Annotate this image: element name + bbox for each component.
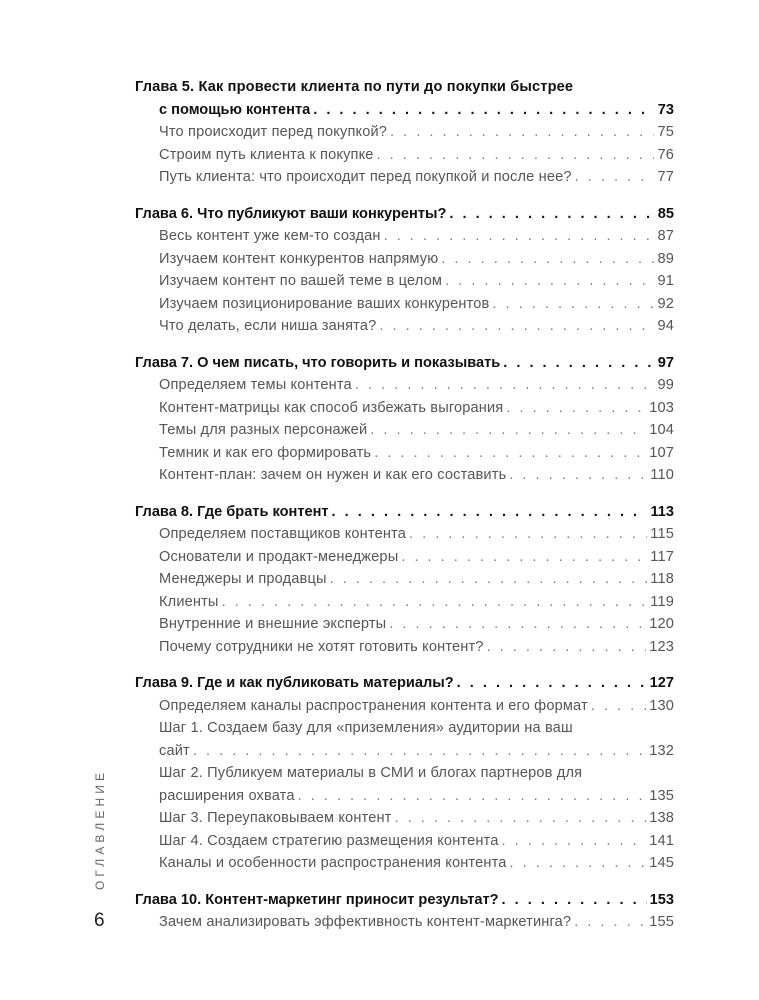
section-title: Темник и как его формировать [159,444,372,461]
section-entry[interactable] [135,225,674,248]
page-ref: 99 [657,377,674,393]
section-entry[interactable] [135,144,674,167]
dot-leader [457,672,647,695]
section-title: Весь контент уже кем-то создан [159,228,381,244]
section-title: Зачем анализировать эффективность контент-маркетинга? [159,914,572,930]
section-title: Изучаем контент конкурентов напрямую [159,250,439,267]
page-ref: 103 [649,399,674,416]
dot-leader [502,889,647,912]
dot-leader [370,419,646,442]
section-entry[interactable] [135,121,674,144]
section-title: Каналы и особенности распространения контента [159,855,507,871]
dot-leader [503,352,655,375]
section-entry[interactable] [135,293,674,316]
page-ref: 75 [657,124,674,140]
dot-leader [487,636,647,659]
section-entry[interactable] [135,315,674,338]
chapter-5 [135,76,674,189]
dot-leader [313,99,655,122]
section-entry[interactable] [135,523,674,546]
page-ref: 92 [657,295,674,312]
section-title: Шаг 4. Создаем стратегию размещения контента [159,832,499,849]
dot-leader [193,740,646,763]
section-entry[interactable] [135,442,674,465]
section-entry[interactable] [135,785,674,808]
page-ref: 130 [649,697,674,714]
section-entry[interactable] [135,419,674,442]
section-entry[interactable] [135,636,674,659]
section-title: Темы для разных персонажей [159,422,368,438]
dot-leader [509,464,647,487]
dot-leader [401,546,647,569]
dot-leader [492,293,654,316]
dot-leader [330,568,648,591]
page-ref: 77 [657,169,674,185]
section-entry[interactable] [135,695,674,718]
section-entry[interactable] [135,807,674,830]
section-title: Внутренние и внешние эксперты [159,616,387,632]
page-ref: 113 [650,503,674,520]
section-title: Основатели и продакт-менеджеры [159,548,399,565]
dot-leader [377,144,655,167]
page-ref: 155 [649,914,674,930]
page-ref: 85 [657,205,674,222]
section-entry[interactable] [135,613,674,636]
section-entry[interactable] [135,830,674,853]
section-title: Изучаем позиционирование ваших конкурентов [159,295,490,312]
dot-leader [506,397,646,420]
chapter-heading[interactable] [135,352,674,375]
page-ref: 91 [657,273,674,289]
dot-leader [575,166,655,189]
dot-leader [298,785,647,808]
page-ref: 76 [657,146,674,163]
section-title: Определяем темы контента [159,377,352,393]
section-title: Определяем поставщиков контента [159,526,406,542]
section-entry[interactable] [135,546,674,569]
dot-leader [409,523,647,546]
chapter-8 [135,501,674,659]
chapter-title-line2: с помощью контента [159,101,311,118]
running-header-label: ОГЛАВЛЕНИЕ [93,768,107,890]
section-title: Что делать, если ниша занята? [159,318,377,334]
dot-leader [222,591,648,614]
section-entry[interactable] [135,740,674,763]
dot-leader [379,315,654,338]
section-title: Контент-план: зачем он нужен и как его составить [159,467,507,483]
section-title: Клиенты [159,593,219,610]
chapter-title: Глава 8. Где брать контент [135,503,329,520]
dot-leader [390,121,654,144]
dot-leader [502,830,647,853]
chapter-10 [135,889,674,934]
chapter-heading[interactable] [135,501,674,524]
section-title: Шаг 3. Переупаковываем контент [159,810,392,826]
dot-leader [374,442,646,465]
page-ref: 97 [657,354,674,371]
page-ref: 141 [649,832,674,849]
page-ref: 115 [650,526,674,542]
section-title: Почему сотрудники не хотят готовить контент? [159,638,484,655]
dot-leader [591,695,646,718]
page-number: 6 [94,910,105,931]
section-title: Что происходит перед покупкой? [159,124,388,140]
section-title-line2: расширения охвата [159,787,295,804]
page-ref: 73 [657,101,674,118]
table-of-contents [135,76,674,948]
dot-leader [384,225,655,248]
dot-leader [445,270,654,293]
dot-leader [510,852,647,875]
section-entry[interactable] [135,911,674,934]
dot-leader [449,203,654,226]
page-ref: 87 [657,228,674,244]
chapter-7 [135,352,674,487]
page-ref: 153 [649,891,674,908]
page-ref: 107 [649,444,674,461]
page-ref: 94 [657,318,674,334]
section-entry[interactable] [135,464,674,487]
page-ref: 120 [649,616,674,632]
section-title: Изучаем контент по вашей теме в целом [159,273,443,289]
section-title-line1[interactable]: Шаг 1. Создаем базу для «приземления» аудитории на ваш [159,720,573,736]
page-ref: 110 [650,467,674,483]
section-title-line1[interactable]: Шаг 2. Публикуем материалы в СМИ и блогах партнеров для [159,765,583,781]
dot-leader [332,501,648,524]
section-title: Строим путь клиента к покупке [159,146,374,163]
page-ref: 145 [649,855,674,871]
section-entry[interactable] [135,270,674,293]
dot-leader [441,248,654,271]
page-ref: 117 [650,548,674,565]
chapter-title: Глава 10. Контент-маркетинг приносит результат? [135,891,499,908]
section-entry[interactable] [135,568,674,591]
section-title-line2: сайт [159,742,190,759]
page-ref: 123 [649,638,674,655]
page-ref: 104 [649,422,674,438]
section-entry[interactable] [135,397,674,420]
section-entry[interactable] [135,852,674,875]
page-ref: 132 [649,742,674,759]
dot-leader [395,807,647,830]
page-ref: 118 [650,571,674,587]
dot-leader [389,613,646,636]
dot-leader [355,374,655,397]
page-ref: 119 [650,593,674,610]
chapter-title-line1: Глава 5. Как провести клиента по пути до покупки быстрее [135,79,574,95]
chapter-title: Глава 9. Где и как публиковать материалы? [135,675,454,691]
chapter-title: Глава 6. Что публикуют ваши конкуренты? [135,205,447,222]
page-ref: 138 [649,810,674,826]
section-entry[interactable] [135,591,674,614]
dot-leader [574,911,646,934]
section-entry[interactable] [135,248,674,271]
section-entry[interactable] [135,374,674,397]
chapter-heading[interactable] [135,99,674,122]
chapter-title: Глава 7. О чем писать, что говорить и показывать [135,354,501,371]
chapter-6 [135,203,674,338]
page-ref: 127 [649,675,674,691]
chapter-9 [135,672,674,875]
chapter-heading[interactable] [135,672,674,695]
section-entry[interactable] [135,166,674,189]
section-title: Менеджеры и продавцы [159,571,327,587]
section-title: Путь клиента: что происходит перед покупкой и после нее? [159,169,572,185]
section-title: Контент-матрицы как способ избежать выгорания [159,399,504,416]
page-ref: 89 [657,250,674,267]
chapter-heading[interactable] [135,203,674,226]
section-title: Определяем каналы распространения контента и его формат [159,697,588,714]
page-ref: 135 [649,787,674,804]
chapter-heading[interactable] [135,889,674,912]
